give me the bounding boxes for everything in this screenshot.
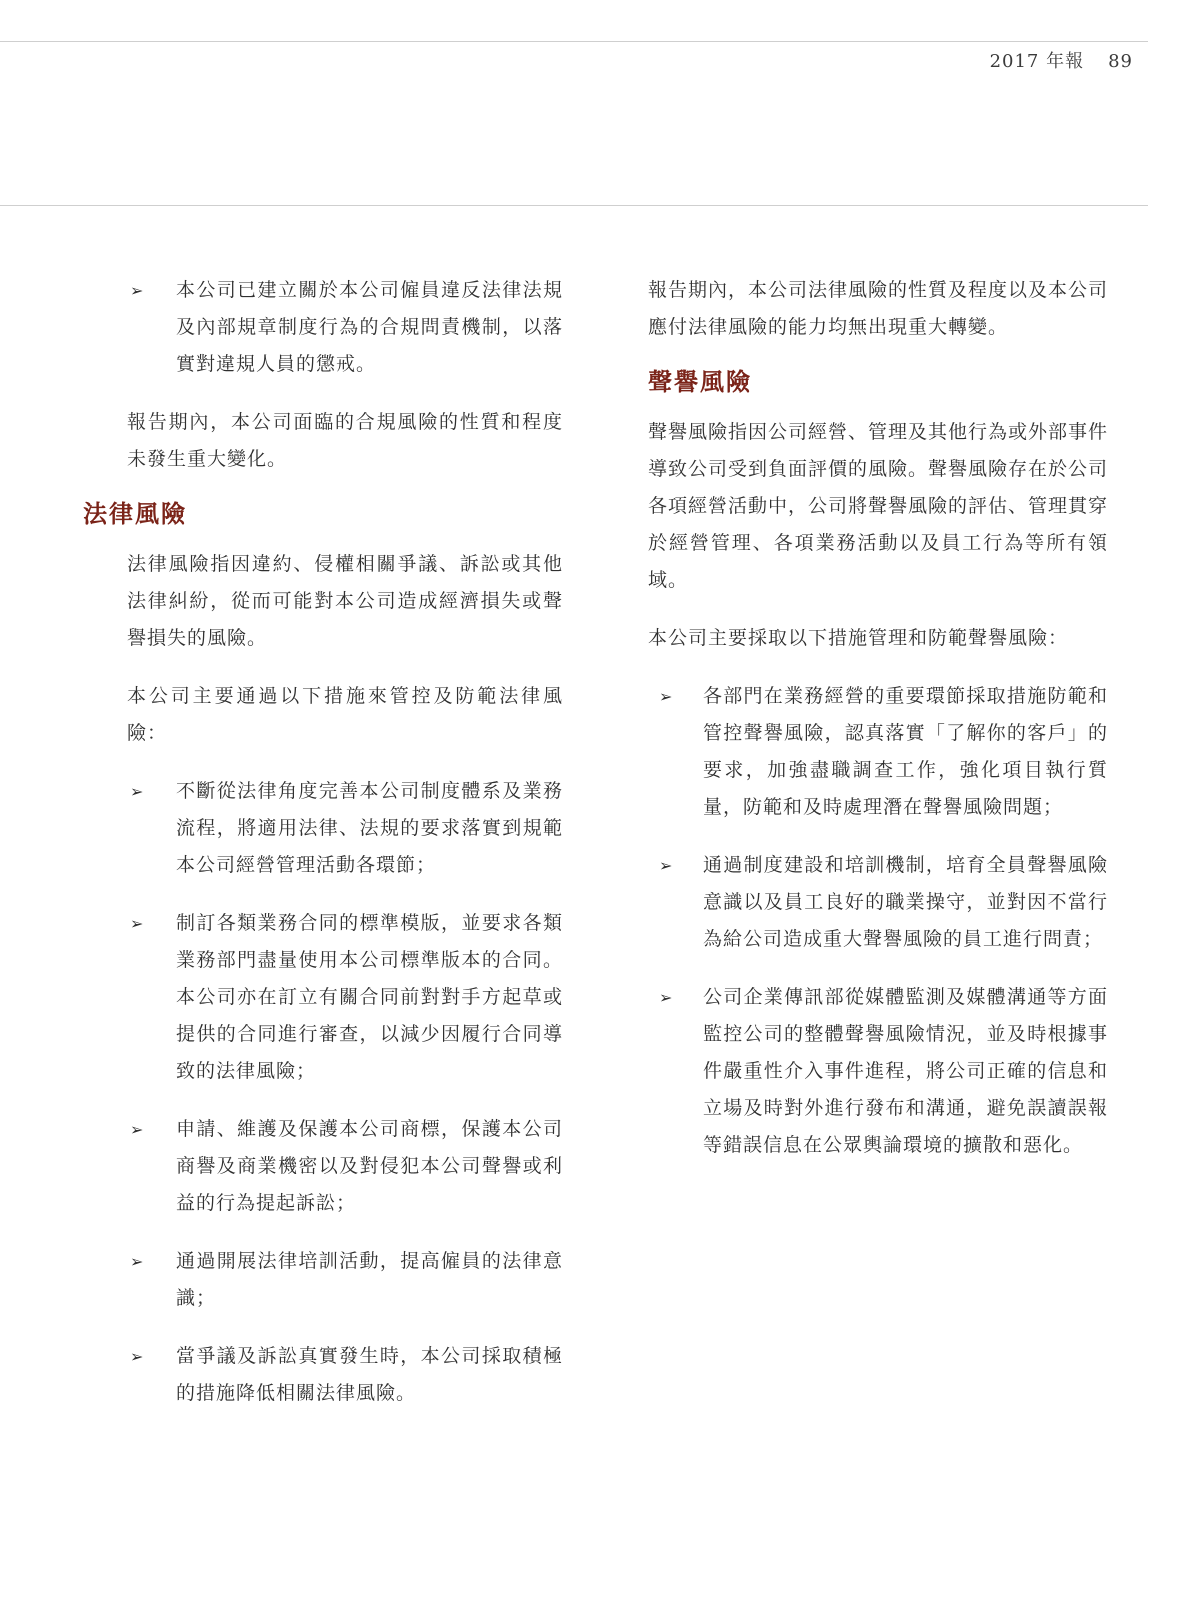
bullet-text: 各部門在業務經營的重要環節採取措施防範和管控聲譽風險，認真落實「了解你的客戶」的要求，加強盡職調查工作，強化項目執行質量，防範和及時處理潛在聲譽風險問題； [703, 685, 1108, 818]
bullet-item [127, 272, 563, 383]
bullet-text: 當爭議及訴訟真實發生時，本公司採取積極的措施降低相關法律風險。 [176, 1345, 563, 1404]
bullet-item [648, 847, 1108, 958]
header-rule-top [0, 41, 1148, 42]
bullet-item [648, 979, 1108, 1164]
bullet-text: 公司企業傳訊部從媒體監測及媒體溝通等方面監控公司的整體聲譽風險情況，並及時根據事件嚴重性介入事件進程，將公司正確的信息和立場及時對外進行發布和溝通，避免誤讀誤報等錯誤信息在公眾輿論環境的擴散和惡化。 [703, 986, 1108, 1156]
bullet-text: 申請、維護及保護本公司商標，保護本公司商譽及商業機密以及對侵犯本公司聲譽或利益的行為提起訴訟； [176, 1118, 563, 1214]
arrowhead-bullet-icon: ➢ [130, 281, 144, 300]
section-heading-legal-risk: 法律風險 [83, 499, 187, 528]
bullet-item [648, 678, 1108, 826]
bullet-item [127, 1243, 563, 1317]
bullet-text: 不斷從法律角度完善本公司制度體系及業務流程，將適用法律、法規的要求落實到規範本公司經營管理活動各環節； [176, 780, 563, 876]
bullet-item [127, 773, 563, 884]
right-column [648, 272, 1108, 1185]
paragraph: 法律風險指因違約、侵權相關爭議、訴訟或其他法律糾紛，從而可能對本公司造成經濟損失或聲譽損失的風險。 [127, 553, 563, 649]
arrowhead-bullet-icon: ➢ [130, 1120, 144, 1139]
paragraph: 本公司主要採取以下措施管理和防範聲譽風險： [648, 627, 1069, 649]
arrowhead-bullet-icon: ➢ [659, 988, 673, 1007]
arrowhead-bullet-icon: ➢ [130, 782, 144, 801]
arrowhead-bullet-icon: ➢ [130, 1252, 144, 1271]
bullet-item [127, 905, 563, 1090]
report-title: 2017 年報 [989, 51, 1085, 72]
bullet-item [127, 1111, 563, 1222]
bullet-text: 本公司已建立關於本公司僱員違反法律法規及內部規章制度行為的合規問責機制，以落實對違規人員的懲戒。 [176, 279, 563, 375]
left-column [83, 272, 563, 1433]
bullet-item [127, 1338, 563, 1412]
bullet-text: 通過開展法律培訓活動，提高僱員的法律意識； [176, 1250, 563, 1309]
header-rule-bottom [0, 205, 1148, 206]
arrowhead-bullet-icon: ➢ [659, 856, 673, 875]
paragraph: 本公司主要通過以下措施來管控及防範法律風險： [127, 685, 563, 744]
arrowhead-bullet-icon: ➢ [130, 1347, 144, 1366]
arrowhead-bullet-icon: ➢ [659, 687, 673, 706]
page-header [990, 50, 1133, 74]
bullet-text: 通過制度建設和培訓機制，培育全員聲譽風險意識以及員工良好的職業操守，並對因不當行為給公司造成重大聲譽風險的員工進行問責； [703, 854, 1108, 950]
paragraph: 報告期內，本公司面臨的合規風險的性質和程度未發生重大變化。 [127, 411, 563, 470]
paragraph: 聲譽風險指因公司經營、管理及其他行為或外部事件導致公司受到負面評價的風險。聲譽風險存在於公司各項經營活動中，公司將聲譽風險的評估、管理貫穿於經營管理、各項業務活動以及員工行為等所有領域。 [648, 421, 1109, 591]
arrowhead-bullet-icon: ➢ [130, 914, 144, 933]
page-number: 89 [1108, 51, 1133, 72]
paragraph: 報告期內，本公司法律風險的性質及程度以及本公司應付法律風險的能力均無出現重大轉變。 [648, 279, 1109, 338]
section-heading-reputation-risk: 聲譽風險 [648, 367, 752, 396]
bullet-text: 制訂各類業務合同的標準模版，並要求各類業務部門盡量使用本公司標準版本的合同。本公司亦在訂立有關合同前對對手方起草或提供的合同進行審查，以減少因履行合同導致的法律風險； [176, 912, 563, 1082]
